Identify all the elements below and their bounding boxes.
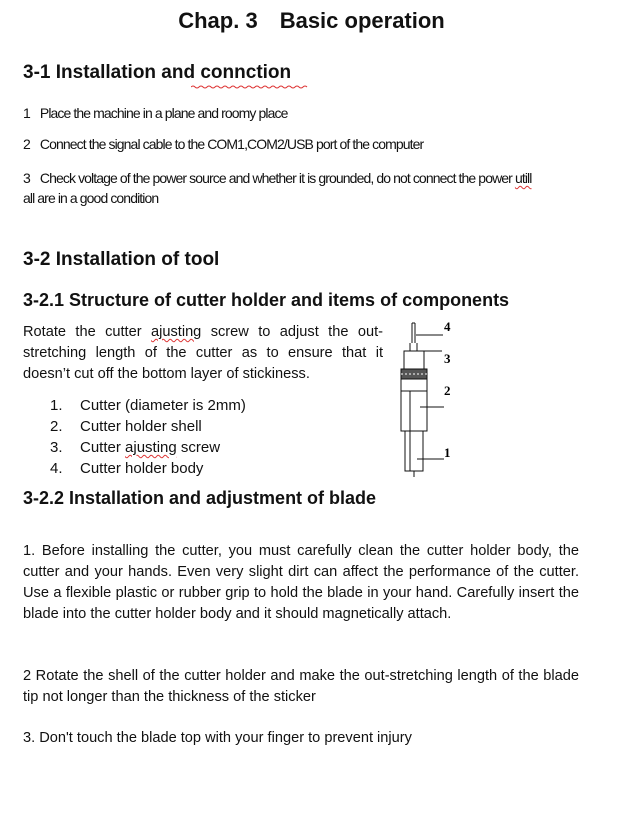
list-item: 3. Cutter ajusting screw [50,439,221,456]
diagram-label-4: 4 [444,319,451,334]
cutter-holder-diagram [380,315,470,485]
step-2: 2 Connect the signal cable to the COM1,COM2/USB port of the computer [23,136,424,152]
section-3-2-1-heading: 3-2.1 Structure of cutter holder and items of components [23,290,510,310]
spellcheck-underline [191,85,311,89]
step-3: 3 Check voltage of the power source and whether it is grounded, do not connect the power utill all are in a good condition [23,170,532,206]
section-3-2-heading: 3-2 Installation of tool [23,249,220,270]
list-item: 4. Cutter holder body [50,460,204,477]
chapter-name: Basic operation [279,8,445,33]
chapter-title [0,8,623,34]
blade-step-2: 2 Rotate the shell of the cutter holder and make the out-stretching length of the blade tip not longer than the thickness of the sticker [23,668,579,705]
diagram-label-2: 2 [444,383,451,398]
components-list [50,395,246,479]
diagram-label-3: 3 [444,351,451,366]
blade-step-1: 1. Before installing the cutter, you must carefully clean the cutter holder body, the cutter and your hands. Even very slight dirt can affect the performance of the cutter. Use a flexible plastic or rubber grip to hold the blade in your hand. Carefully insert the blade into the cutter holder body and it should magnetically attach. [23,543,579,622]
section-3-2-2-heading: 3-2.2 Installation and adjustment of blade [23,488,377,508]
list-item: 1. Cutter (diameter is 2mm) [50,397,246,414]
step-1: 1 Place the machine in a plane and roomy place [23,105,288,121]
list-item: 2. Cutter holder shell [50,418,202,435]
diagram-label-1: 1 [444,445,451,460]
section-3-1-heading: 3-1 Installation and connction [23,62,291,84]
blade-step-3: 3. Don't touch the blade top with your finger to prevent injury [23,730,412,746]
structure-intro: Rotate the cutter ajusting screw to adjust the out-stretching length of the cutter as to ensure that it doesn’t cut off the bottom layer of stickiness. [23,324,383,382]
chapter-number: Chap. 3 [178,8,258,33]
